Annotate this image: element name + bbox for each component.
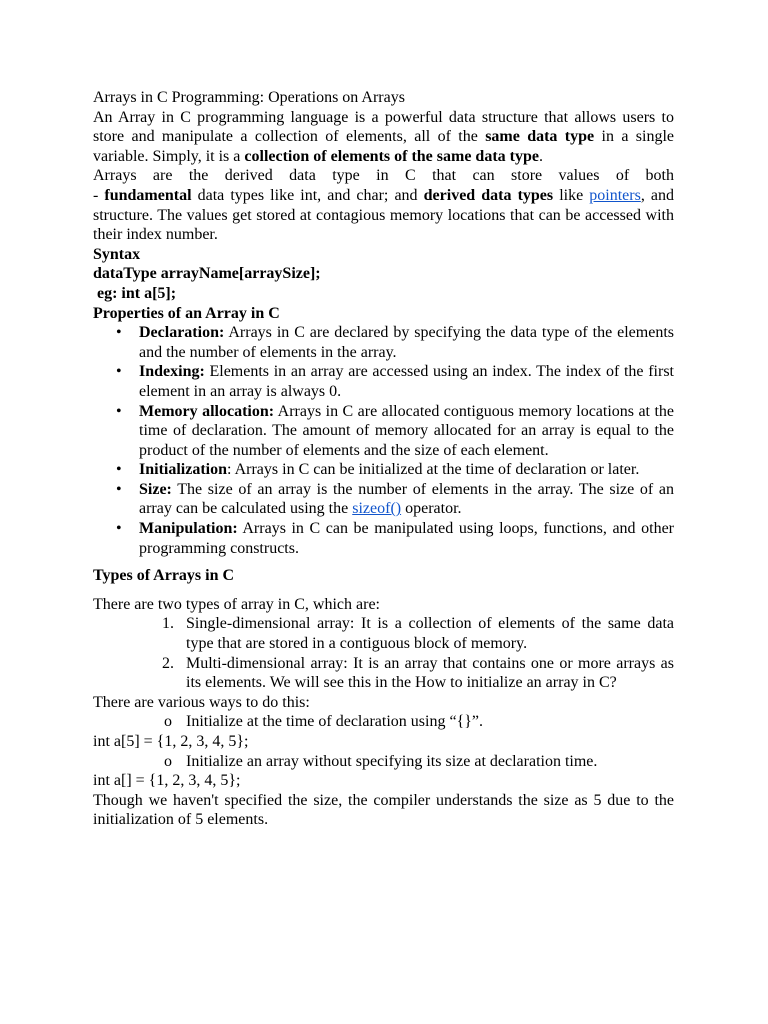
types-intro: There are two types of array in C, which are: xyxy=(93,595,380,613)
list-text: Multi-dimensional array: It is an array that contains one or more arrays as its elements. We will see this in the How to initialize an array in C? xyxy=(186,654,674,692)
derived-text-3: , and structure. The values get stored at contagious memory locations that can be accessed with their index number. xyxy=(93,186,675,244)
property-label: Declaration: xyxy=(139,324,225,342)
property-text-2: operator. xyxy=(401,500,462,518)
pointers-link[interactable]: pointers xyxy=(589,186,641,204)
intro-bold-1: same data type xyxy=(485,128,595,146)
property-text: The size of an array is the number of elements in the array. The size of an array can be calculated using the xyxy=(139,480,674,518)
property-text: Arrays in C can be manipulated using loops, functions, and other programming constructs. xyxy=(139,520,674,557)
types-heading-text: Types of Arrays in C xyxy=(93,567,235,585)
list-item xyxy=(139,460,674,480)
properties-heading-text: Properties of an Array in C xyxy=(93,304,280,322)
init-way-2 xyxy=(93,752,674,772)
property-text: Elements in an array are accessed using an index. The index of the first element in an array is always 0. xyxy=(139,363,674,400)
properties-heading xyxy=(93,304,674,324)
spacer xyxy=(93,586,674,595)
list-item xyxy=(139,480,674,519)
derived-line-1: Arrays are the derived data type in C that can store values of both xyxy=(93,167,674,185)
derived-text-1: data types like int, and char; and xyxy=(191,186,424,204)
init-way-1-text: Initialize at the time of declaration using “{}”. xyxy=(186,713,484,731)
property-text: Arrays in C are allocated contiguous memory locations at the time of declaration. The amount of memory allocated for an array is equal to the product of the number of elements and the size of each element. xyxy=(139,402,674,459)
derived-bold-2: derived data types xyxy=(423,186,554,204)
init-way-2-text: Initialize an array without specifying its size at declaration time. xyxy=(186,752,598,770)
intro-bold-2: collection of elements of the same data type xyxy=(244,147,539,165)
init-code-1: int a[5] = {1, 2, 3, 4, 5}; xyxy=(93,733,249,750)
property-label: Memory allocation: xyxy=(139,402,275,420)
property-label: Size: xyxy=(139,480,172,498)
list-number: 2. xyxy=(162,654,174,672)
init-way-1 xyxy=(93,712,674,732)
derived-text-2: like xyxy=(553,186,590,204)
properties-list xyxy=(93,323,674,558)
syntax-heading xyxy=(93,245,674,265)
list-text: Single-dimensional array: It is a collection of elements of the same data type that are stored in a contiguous block of memory. xyxy=(186,615,674,653)
syntax-code-text: dataType arrayName[arraySize]; xyxy=(93,265,321,283)
derived-bold-1: fundamental xyxy=(104,186,192,204)
init-code-2: int a[] = {1, 2, 3, 4, 5}; xyxy=(93,772,241,790)
property-text: : Arrays in C can be initialized at the time of declaration or later. xyxy=(227,461,640,479)
property-text: Arrays in C are declared by specifying the data type of the elements and the number of elements in the array. xyxy=(139,324,674,361)
list-item xyxy=(162,614,674,653)
circle-bullet-icon: o xyxy=(164,713,172,731)
circle-bullet-icon: o xyxy=(164,752,172,770)
list-item xyxy=(139,519,674,558)
list-number: 1. xyxy=(162,615,174,633)
intro-text-3: . xyxy=(538,147,543,165)
property-label: Initialization xyxy=(139,461,228,479)
syntax-heading-text: Syntax xyxy=(93,245,141,263)
document-title: Arrays in C Programming: Operations on Arrays xyxy=(93,89,405,106)
intro-text-2: in a single variable. Simply, it is a xyxy=(93,128,675,165)
intro-paragraph xyxy=(93,108,674,167)
syntax-code xyxy=(93,264,674,284)
property-label: Indexing: xyxy=(139,363,205,381)
list-item xyxy=(162,654,674,693)
syntax-example-text: eg: int a[5]; xyxy=(93,284,177,302)
init-intro: There are various ways to do this: xyxy=(93,693,310,711)
derived-paragraph xyxy=(93,166,674,244)
spacer xyxy=(93,558,674,566)
derived-rest xyxy=(93,186,674,245)
list-item xyxy=(139,362,674,401)
types-list xyxy=(93,614,674,692)
derived-dash: - xyxy=(93,186,105,204)
syntax-example xyxy=(93,284,674,304)
types-heading xyxy=(93,566,674,586)
sizeof-link[interactable]: sizeof() xyxy=(352,500,402,518)
property-label: Manipulation: xyxy=(139,520,238,538)
list-item xyxy=(139,402,674,461)
list-item xyxy=(139,323,674,362)
intro-text-1: An Array in C programming language is a powerful data structure that allows users to store and manipulate a collection of elements, all of the xyxy=(93,108,674,146)
closing-paragraph: Though we haven't specified the size, the compiler understands the size as 5 due to the initialization of 5 elements. xyxy=(93,791,674,829)
